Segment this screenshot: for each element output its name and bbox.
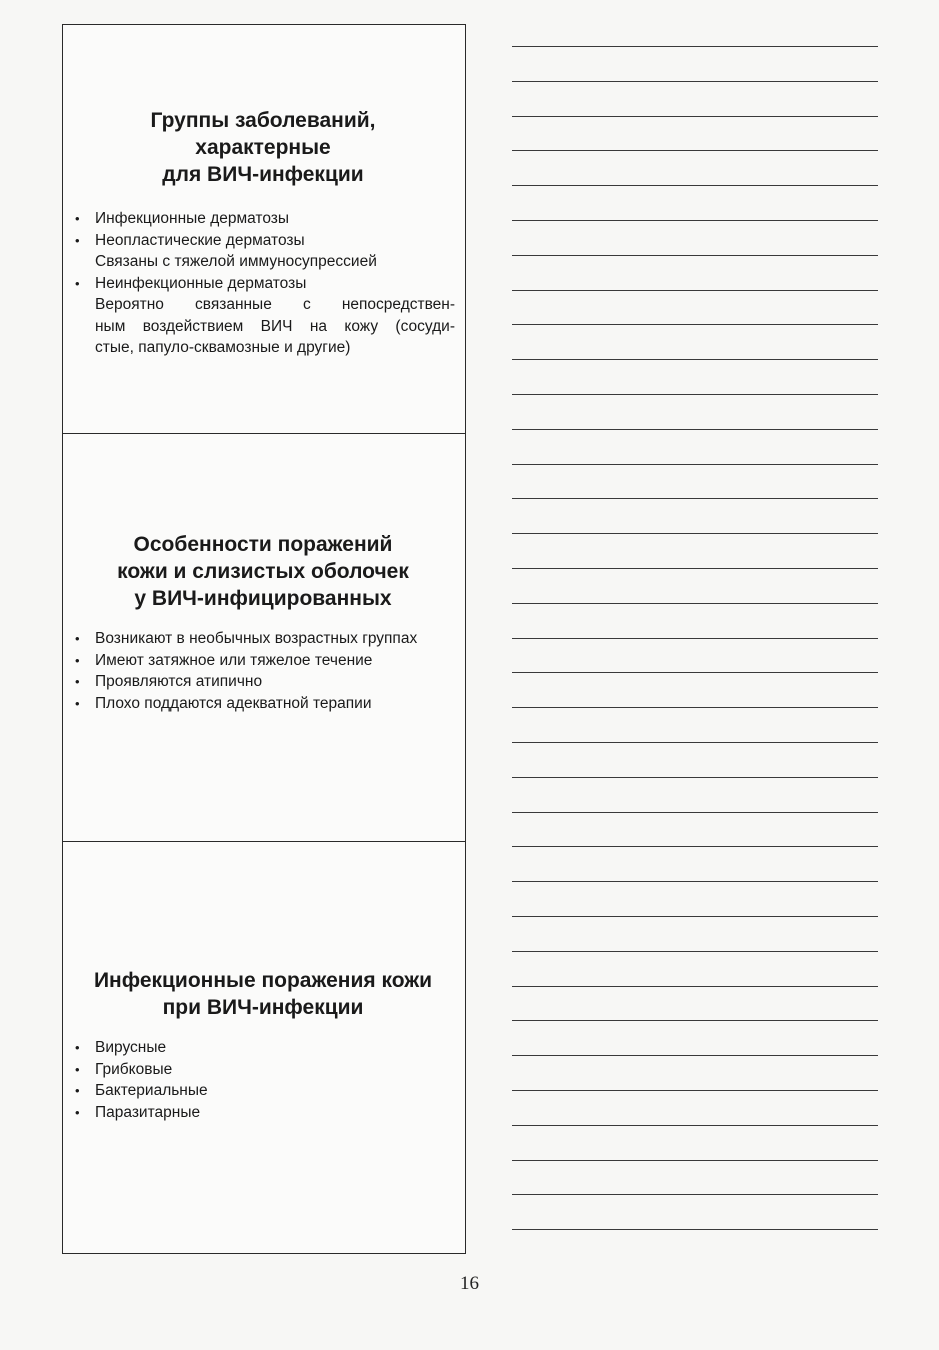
bullet-subtext: Связаны с тяжелой иммуносупрессией — [95, 253, 377, 270]
note-line — [512, 255, 878, 256]
bullet-text: Неинфекционные дерматозы — [95, 274, 307, 292]
note-line — [512, 394, 878, 395]
bullet-item — [71, 1059, 455, 1081]
slide-title-line: Группы заболеваний, — [150, 109, 376, 132]
note-line — [512, 220, 878, 221]
slide-title-line: кожи и слизистых оболочек — [117, 560, 409, 583]
bullet-text: Паразитарные — [95, 1103, 201, 1121]
bullet-subtext: Вероятно связанные с непосредствен- — [95, 296, 455, 313]
slide-disease-groups — [63, 25, 465, 433]
note-line — [512, 568, 878, 569]
slide-title — [71, 434, 455, 612]
bullet-item — [71, 208, 455, 230]
note-line — [512, 1194, 878, 1195]
slides-column — [62, 24, 466, 1254]
note-line — [512, 1229, 878, 1230]
bullet-item — [71, 1080, 455, 1102]
note-line — [512, 1090, 878, 1091]
note-line — [512, 150, 878, 151]
slide-title — [71, 842, 455, 1021]
note-line — [512, 116, 878, 117]
note-line — [512, 81, 878, 82]
bullet-text: Неопластические дерматозы — [95, 231, 305, 249]
slide-title-line: характерные — [195, 136, 331, 159]
slide-title-line: у ВИЧ-инфицированных — [134, 587, 392, 610]
note-line — [512, 324, 878, 325]
bullet-item — [71, 1102, 455, 1124]
bullet-text: Инфекционные дерматозы — [95, 210, 290, 227]
bullet-text: Имеют затяжное или тяжелое течение — [95, 651, 373, 669]
bullet-subtext: стые, папуло-сквамозные и другие) — [95, 339, 351, 356]
note-line — [512, 881, 878, 882]
bullet-item — [71, 693, 455, 715]
bullet-text: Бактериальные — [95, 1082, 208, 1099]
bullet-text: Вирусные — [95, 1039, 167, 1056]
slide-title-line: Инфекционные поражения кожи — [93, 969, 433, 992]
note-line — [512, 603, 878, 604]
note-line — [512, 638, 878, 639]
note-line — [512, 429, 878, 430]
note-line — [512, 916, 878, 917]
note-line — [512, 742, 878, 743]
bullet-item — [71, 1037, 455, 1059]
page-number: 16 — [460, 1273, 479, 1294]
bullet-list — [71, 628, 455, 714]
bullet-text: Проявляются атипично — [95, 673, 263, 690]
note-line — [512, 1160, 878, 1161]
notes-lines-area — [512, 26, 878, 1246]
bullet-list — [71, 208, 455, 359]
note-line — [512, 777, 878, 778]
note-line — [512, 46, 878, 47]
slide-lesion-features — [63, 433, 465, 841]
bullet-item — [71, 273, 455, 359]
slide-infectious-lesions — [63, 841, 465, 1253]
note-line — [512, 1020, 878, 1021]
note-line — [512, 1055, 878, 1056]
bullet-text: Плохо поддаются адекватной терапии — [95, 694, 372, 712]
note-line — [512, 846, 878, 847]
note-line — [512, 812, 878, 813]
slide-title-line: для ВИЧ-инфекции — [162, 163, 364, 186]
slide-title-line: при ВИЧ-инфекции — [162, 996, 364, 1019]
note-line — [512, 498, 878, 499]
bullet-text: Грибковые — [95, 1060, 173, 1078]
note-line — [512, 464, 878, 465]
slide-title — [71, 25, 455, 188]
slide-title-line: Особенности поражений — [133, 533, 393, 556]
note-line — [512, 986, 878, 987]
note-line — [512, 185, 878, 186]
note-line — [512, 359, 878, 360]
bullet-list — [71, 1037, 455, 1123]
bullet-item — [71, 628, 455, 650]
note-line — [512, 707, 878, 708]
note-line — [512, 533, 878, 534]
bullet-subtext: ным воздействием ВИЧ на кожу (сосуди- — [95, 317, 455, 335]
note-line — [512, 951, 878, 952]
bullet-item — [71, 671, 455, 693]
note-line — [512, 290, 878, 291]
bullet-item — [71, 650, 455, 672]
note-line — [512, 672, 878, 673]
bullet-text: • Возникают в необычных возрастных группах — [95, 630, 418, 647]
bullet-item — [71, 230, 455, 273]
note-line — [512, 1125, 878, 1126]
